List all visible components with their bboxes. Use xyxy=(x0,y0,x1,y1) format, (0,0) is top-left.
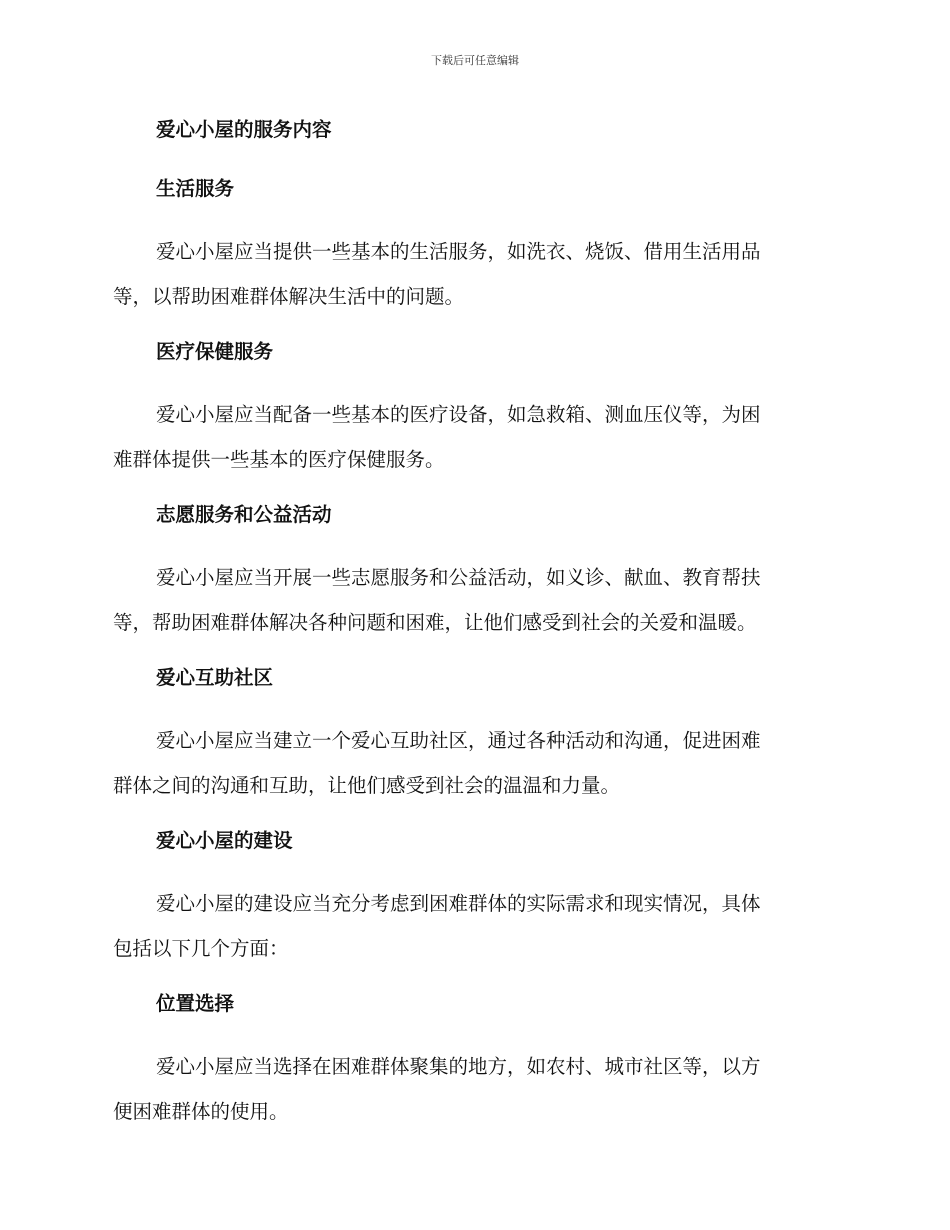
section-paragraph xyxy=(113,1044,829,1134)
section-heading: 爱心小屋的服务内容 xyxy=(156,118,332,141)
section-heading: 爱心互助社区 xyxy=(156,666,274,689)
section-heading: 位置选择 xyxy=(156,992,235,1015)
section-heading: 生活服务 xyxy=(156,177,235,200)
section-heading: 医疗保健服务 xyxy=(156,340,274,363)
paragraph-line: 等，以帮助困难群体解决生活中的问题。 xyxy=(113,285,465,308)
paragraph-line: 爱心小屋应当选择在困难群体聚集的地方，如农村、城市社区等，以方 xyxy=(156,1055,761,1078)
paragraph-line: 爱心小屋应当建立一个爱心互助社区，通过各种活动和沟通，促进困难 xyxy=(156,729,761,752)
section-heading: 志愿服务和公益活动 xyxy=(156,503,332,526)
paragraph-line: 便困难群体的使用。 xyxy=(113,1100,289,1123)
page-header-note: 下载后可任意编辑 xyxy=(431,54,519,67)
section-paragraph xyxy=(113,229,829,319)
paragraph-line: 难群体提供一些基本的医疗保健服务。 xyxy=(113,448,445,471)
document-body xyxy=(113,111,829,1148)
paragraph-line: 爱心小屋应当开展一些志愿服务和公益活动，如义诊、献血、教育帮扶 xyxy=(156,566,761,589)
section-heading: 爱心小屋的建设 xyxy=(156,829,293,852)
section-paragraph xyxy=(113,392,829,482)
section-paragraph xyxy=(113,555,829,645)
paragraph-line: 群体之间的沟通和互助，让他们感受到社会的温温和力量。 xyxy=(113,774,621,797)
section-paragraph xyxy=(113,718,829,808)
section-paragraph xyxy=(113,881,829,971)
paragraph-line: 爱心小屋的建设应当充分考虑到困难群体的实际需求和现实情况，具体 xyxy=(156,892,761,915)
paragraph-line: 爱心小屋应当提供一些基本的生活服务，如洗衣、烧饭、借用生活用品 xyxy=(156,240,761,263)
paragraph-line: 等，帮助困难群体解决各种问题和困难，让他们感受到社会的关爱和温暖。 xyxy=(113,611,757,634)
paragraph-line: 爱心小屋应当配备一些基本的医疗设备，如急救箱、测血压仪等，为困 xyxy=(156,403,761,426)
paragraph-line: 包括以下几个方面： xyxy=(113,937,289,960)
